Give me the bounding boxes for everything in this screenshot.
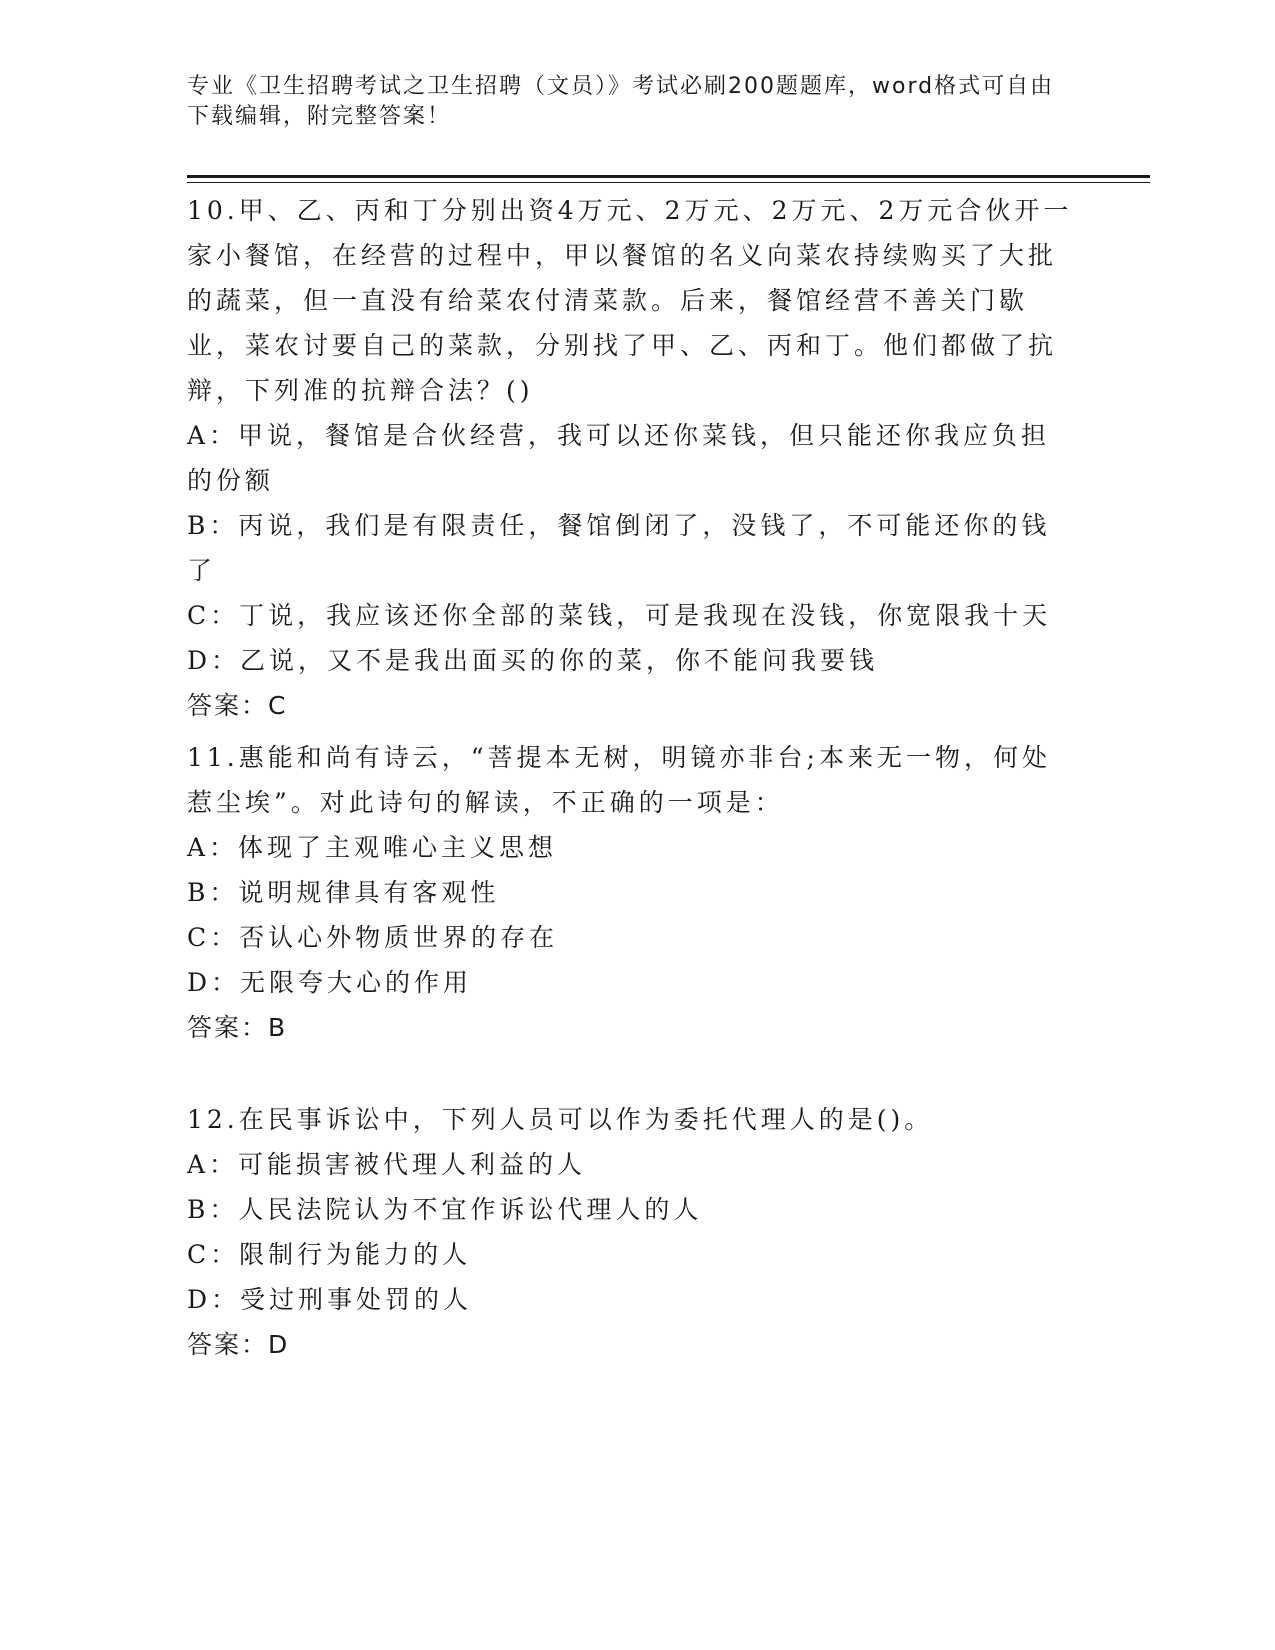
question-text: 12.在民事诉讼中，下列人员可以作为委托代理人的是()。 — [187, 1105, 934, 1134]
option-d: D：无限夸大心的作用 — [187, 968, 473, 997]
header-divider-thin — [187, 182, 1150, 183]
option-a: A：体现了主观唯心主义思想 — [187, 833, 558, 862]
answer-line: 答案：B — [187, 1013, 288, 1042]
question-11 — [187, 735, 1077, 1050]
option-a: A：甲说，餐馆是合伙经营，我可以还你菜钱，但只能还你我应负担的份额 — [187, 421, 1051, 495]
option-c: C：否认心外物质世界的存在 — [187, 923, 559, 952]
option-d: D：乙说，又不是我出面买的你的菜，你不能问我要钱 — [187, 646, 879, 675]
header-divider-thick — [187, 175, 1150, 178]
question-12 — [187, 1097, 1077, 1367]
question-text: 11.惠能和尚有诗云，“菩提本无树，明镜亦非台;本来无一物，何处惹尘埃”。对此诗句的解读，不正确的一项是： — [187, 743, 1051, 817]
option-d: D：受过刑事处罚的人 — [187, 1285, 473, 1314]
question-10 — [187, 188, 1077, 728]
option-c: C：限制行为能力的人 — [187, 1240, 472, 1269]
option-b: B：丙说，我们是有限责任，餐馆倒闭了，没钱了，不可能还你的钱了 — [187, 511, 1051, 585]
answer-line: 答案：C — [187, 691, 288, 720]
answer-line: 答案：D — [187, 1330, 290, 1359]
option-c: C：丁说，我应该还你全部的菜钱，可是我现在没钱，你宽限我十天 — [187, 601, 1052, 630]
option-b: B：人民法院认为不宜作诉讼代理人的人 — [187, 1195, 703, 1224]
option-b: B：说明规律具有客观性 — [187, 878, 500, 907]
question-text: 10.甲、乙、丙和丁分别出资4万元、2万元、2万元、2万元合伙开一家小餐馆，在经营的过程中，甲以餐馆的名义向菜农持续购买了大批的蔬菜，但一直没有给菜农付清菜款。后来，餐馆经营不善关门歇业，菜农讨要自己的菜款，分别找了甲、乙、丙和丁。他们都做了抗辩，下列准的抗辩合法？() — [187, 196, 1073, 405]
document-intro: 专业《卫生招聘考试之卫生招聘（文员）》考试必刷200题题库，word格式可自由下载编辑，附完整答案！ — [187, 74, 1055, 129]
option-a: A：可能损害被代理人利益的人 — [187, 1150, 587, 1179]
